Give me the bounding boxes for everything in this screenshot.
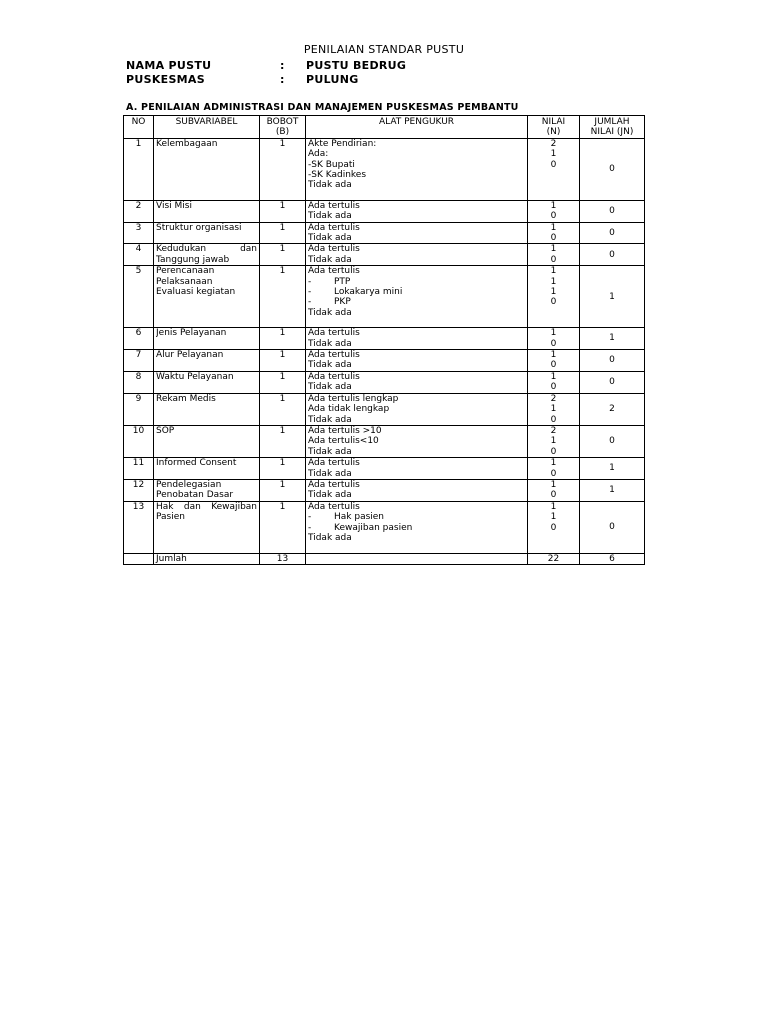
nilai-line: 0 (550, 414, 557, 425)
header-no: NO (124, 116, 154, 139)
alat-line (308, 139, 525, 149)
alat-line (308, 523, 525, 533)
alat-line (308, 339, 525, 349)
alat-line (308, 170, 525, 180)
nilai-line: 0 (550, 338, 557, 349)
row-no: 3 (124, 222, 154, 244)
row-nilai (528, 350, 580, 372)
row-bobot: 1 (260, 244, 306, 266)
header-nilai (528, 116, 580, 139)
alat-text: Kewajiban pasien (334, 522, 413, 533)
row-jumlah-nilai: 0 (580, 371, 645, 393)
total-label: Jumlah (154, 553, 260, 564)
alat-line (308, 328, 525, 338)
table-row (124, 425, 645, 457)
alat-line (308, 360, 525, 370)
alat-text: Tidak ada (308, 360, 352, 371)
row-no: 7 (124, 350, 154, 372)
alat-line (308, 223, 525, 233)
row-jumlah-nilai: 1 (580, 328, 645, 350)
subvariabel-line: Evaluasi kegiatan (156, 287, 236, 298)
row-alat-pengukur (306, 328, 528, 350)
row-bobot: 1 (260, 138, 306, 200)
alat-text: Ada: (308, 149, 329, 160)
subvariabel-line: Jenis Pelayanan (156, 328, 227, 339)
header-bobot-line: (B) (275, 127, 290, 138)
alat-text: Akte Pendirian: (308, 138, 377, 149)
total-alat-cell (306, 553, 528, 564)
alat-text: Hak pasien (334, 512, 385, 523)
row-nilai (528, 222, 580, 244)
alat-text: Ada tertulis (308, 222, 360, 233)
row-jumlah-nilai: 0 (580, 501, 645, 553)
subvariabel-line: SOP (156, 425, 175, 436)
row-subvariabel (154, 479, 260, 501)
row-bobot: 1 (260, 200, 306, 222)
table-row (124, 138, 645, 200)
subvariabel-line: Pasien (156, 512, 185, 523)
alat-text: -SK Kadinkes (308, 170, 367, 181)
alat-text: Ada tertulis (308, 244, 360, 255)
row-no: 13 (124, 501, 154, 553)
row-nilai (528, 479, 580, 501)
row-bobot: 1 (260, 479, 306, 501)
row-subvariabel (154, 266, 260, 328)
total-bobot: 13 (260, 553, 306, 564)
table-row (124, 328, 645, 350)
bullet-dash: - (308, 276, 312, 287)
subvariabel-line: Informed Consent (156, 458, 237, 469)
alat-line (308, 160, 525, 170)
subvariabel-line: Penobatan Dasar (156, 490, 234, 501)
row-no: 9 (124, 393, 154, 425)
header-alat-pengukur: ALAT PENGUKUR (306, 116, 528, 139)
table-row (124, 458, 645, 480)
row-subvariabel (154, 393, 260, 425)
row-jumlah-nilai: 0 (580, 200, 645, 222)
alat-text: Ada tertulis (308, 350, 360, 361)
table-row (124, 266, 645, 328)
info-label: PUSKESMAS (126, 73, 205, 86)
alat-line (308, 266, 525, 276)
header-bobot-line: BOBOT (266, 117, 299, 127)
nilai-line: 0 (550, 233, 557, 244)
alat-text: Ada tertulis lengkap (308, 393, 399, 404)
alat-line (308, 502, 525, 512)
alat-text: Tidak ada (308, 211, 352, 222)
row-nilai (528, 266, 580, 328)
nilai-line: 0 (550, 490, 557, 501)
row-nilai (528, 393, 580, 425)
row-bobot: 1 (260, 222, 306, 244)
row-alat-pengukur (306, 458, 528, 480)
alat-line (308, 350, 525, 360)
nilai-line: 2 (550, 425, 557, 436)
subvariabel-line: Tanggung jawab (156, 254, 230, 265)
subvariabel-line: Pendelegasian (156, 479, 222, 490)
alat-text: Ada tidak lengkap (308, 404, 390, 415)
row-subvariabel (154, 501, 260, 553)
nilai-line: 1 (550, 512, 557, 523)
row-nilai (528, 425, 580, 457)
alat-text: Tidak ada (308, 180, 352, 191)
nilai-line: 2 (550, 138, 557, 149)
row-no: 6 (124, 328, 154, 350)
row-alat-pengukur (306, 138, 528, 200)
bullet-dash: - (308, 287, 312, 298)
table-row (124, 244, 645, 266)
header-nilai-line: NILAI (541, 117, 566, 127)
row-jumlah-nilai: 1 (580, 266, 645, 328)
nilai-line: 1 (550, 244, 557, 255)
table-row (124, 501, 645, 553)
alat-text: Tidak ada (308, 338, 352, 349)
row-subvariabel (154, 458, 260, 480)
alat-line (308, 201, 525, 211)
bullet-dash: - (308, 512, 312, 523)
nilai-line: 1 (550, 266, 557, 277)
alat-line (308, 533, 525, 543)
row-bobot: 1 (260, 501, 306, 553)
alat-text: Ada tertulis (308, 328, 360, 339)
alat-line (308, 372, 525, 382)
row-nilai (528, 244, 580, 266)
row-jumlah-nilai: 1 (580, 458, 645, 480)
table-row (124, 371, 645, 393)
row-no: 10 (124, 425, 154, 457)
row-jumlah-nilai: 0 (580, 350, 645, 372)
row-jumlah-nilai: 2 (580, 393, 645, 425)
subvariabel-line: Waktu Pelayanan (156, 371, 234, 382)
subvariabel-line: Kedudukan dan (156, 244, 257, 255)
nilai-line: 0 (550, 382, 557, 393)
alat-text: PTP (334, 276, 351, 287)
table-row (124, 393, 645, 425)
nilai-line: 0 (550, 468, 557, 479)
row-nilai (528, 138, 580, 200)
nilai-line: 1 (550, 350, 557, 361)
alat-line (308, 447, 525, 457)
subvariabel-line: Perencanaan (156, 266, 215, 277)
row-alat-pengukur (306, 371, 528, 393)
alat-text: -SK Bupati (308, 159, 355, 170)
table-body (124, 138, 645, 553)
alat-line (308, 211, 525, 221)
subvariabel-line: Struktur organisasi (156, 222, 242, 233)
row-bobot: 1 (260, 350, 306, 372)
alat-text: Ada tertulis (308, 501, 360, 512)
row-subvariabel (154, 328, 260, 350)
row-no: 12 (124, 479, 154, 501)
row-subvariabel (154, 200, 260, 222)
alat-text: PKP (334, 297, 351, 308)
nilai-line: 1 (550, 436, 557, 447)
table-row (124, 479, 645, 501)
row-no: 5 (124, 266, 154, 328)
nilai-line: 0 (550, 159, 557, 170)
nilai-line: 0 (550, 254, 557, 265)
nilai-line: 1 (550, 371, 557, 382)
alat-text: Ada tertulis >10 (308, 425, 382, 436)
alat-line (308, 426, 525, 436)
alat-text: Ada tertulis (308, 371, 360, 382)
subvariabel-line: Hak dan Kewajiban (156, 501, 257, 512)
row-no: 4 (124, 244, 154, 266)
info-label: NAMA PUSTU (126, 59, 212, 72)
nilai-line: 0 (550, 297, 557, 308)
alat-line (308, 308, 525, 318)
alat-line (308, 436, 525, 446)
alat-text: Ada tertulis (308, 266, 360, 277)
alat-text: Tidak ada (308, 254, 352, 265)
alat-line (308, 490, 525, 500)
row-bobot: 1 (260, 266, 306, 328)
alat-line (308, 469, 525, 479)
alat-line (308, 394, 525, 404)
nilai-line: 2 (550, 393, 557, 404)
row-alat-pengukur (306, 501, 528, 553)
alat-text: Tidak ada (308, 446, 352, 457)
bullet-dash: - (308, 522, 312, 533)
header-nilai-line: (N) (546, 127, 561, 138)
nilai-line: 1 (550, 276, 557, 287)
info-value: PUSTU BEDRUG (306, 59, 407, 72)
row-alat-pengukur (306, 350, 528, 372)
assessment-table (123, 115, 645, 565)
row-alat-pengukur (306, 222, 528, 244)
nilai-line: 1 (550, 479, 557, 490)
alat-text: Ada tertulis (308, 200, 360, 211)
nilai-line: 1 (550, 287, 557, 298)
alat-line (308, 458, 525, 468)
alat-text: Tidak ada (308, 468, 352, 479)
header-jumlah-line: JUMLAH (594, 117, 630, 127)
alat-text: Lokakarya mini (334, 287, 403, 298)
row-jumlah-nilai: 1 (580, 479, 645, 501)
alat-text: Tidak ada (308, 233, 352, 244)
alat-text: Tidak ada (308, 490, 352, 501)
row-alat-pengukur (306, 266, 528, 328)
row-no: 2 (124, 200, 154, 222)
nilai-line: 1 (550, 200, 557, 211)
info-separator: : (280, 59, 285, 72)
header-bobot (260, 116, 306, 139)
alat-line (308, 255, 525, 265)
row-jumlah-nilai: 0 (580, 222, 645, 244)
row-subvariabel (154, 222, 260, 244)
total-row (124, 553, 645, 564)
header-subvariabel: SUBVARIABEL (154, 116, 260, 139)
alat-line (308, 287, 525, 297)
alat-text: Ada tertulis (308, 479, 360, 490)
row-nilai (528, 371, 580, 393)
row-no: 1 (124, 138, 154, 200)
row-alat-pengukur (306, 393, 528, 425)
row-bobot: 1 (260, 371, 306, 393)
row-subvariabel (154, 350, 260, 372)
row-alat-pengukur (306, 244, 528, 266)
nilai-line: 0 (550, 360, 557, 371)
alat-text: Tidak ada (308, 414, 352, 425)
row-subvariabel (154, 138, 260, 200)
nilai-line: 0 (550, 211, 557, 222)
alat-line (308, 480, 525, 490)
nilai-line: 1 (550, 404, 557, 415)
row-bobot: 1 (260, 393, 306, 425)
nilai-line: 1 (550, 149, 557, 160)
row-bobot: 1 (260, 425, 306, 457)
alat-line (308, 415, 525, 425)
row-nilai (528, 458, 580, 480)
table-row (124, 222, 645, 244)
alat-text: Tidak ada (308, 307, 352, 318)
row-bobot: 1 (260, 458, 306, 480)
subvariabel-line: Kelembagaan (156, 138, 218, 149)
nilai-line: 0 (550, 522, 557, 533)
alat-line (308, 382, 525, 392)
table-row (124, 200, 645, 222)
subvariabel-line: Pelaksanaan (156, 276, 213, 287)
page-title: PENILAIAN STANDAR PUSTU (303, 43, 465, 56)
table-header-row (124, 116, 645, 139)
row-nilai (528, 328, 580, 350)
row-jumlah-nilai: 0 (580, 138, 645, 200)
alat-line (308, 149, 525, 159)
row-jumlah-nilai: 0 (580, 244, 645, 266)
alat-line (308, 297, 525, 307)
table-row (124, 350, 645, 372)
alat-line (308, 277, 525, 287)
subvariabel-line: Rekam Medis (156, 393, 216, 404)
nilai-line: 1 (550, 222, 557, 233)
bullet-dash: - (308, 297, 312, 308)
total-no-cell (124, 553, 154, 564)
subvariabel-line: Alur Pelayanan (156, 350, 224, 361)
nilai-line: 1 (550, 328, 557, 339)
alat-text: Ada tertulis (308, 458, 360, 469)
subvariabel-line: Visi Misi (156, 200, 192, 211)
row-alat-pengukur (306, 479, 528, 501)
alat-line (308, 233, 525, 243)
total-nilai: 22 (528, 553, 580, 564)
row-nilai (528, 200, 580, 222)
row-jumlah-nilai: 0 (580, 425, 645, 457)
header-jumlah-nilai (580, 116, 645, 139)
nilai-line: 1 (550, 458, 557, 469)
alat-line (308, 180, 525, 190)
info-value: PULUNG (306, 73, 359, 86)
row-alat-pengukur (306, 200, 528, 222)
header-jumlah-line: NILAI (JN) (590, 127, 634, 138)
alat-text: Ada tertulis<10 (308, 436, 379, 447)
row-alat-pengukur (306, 425, 528, 457)
total-jumlah-nilai: 6 (580, 553, 645, 564)
nilai-line: 0 (550, 446, 557, 457)
section-title: A. PENILAIAN ADMINISTRASI DAN MANAJEMEN PUSKESMAS PEMBANTU (126, 102, 519, 113)
row-nilai (528, 501, 580, 553)
row-no: 11 (124, 458, 154, 480)
alat-line (308, 244, 525, 254)
nilai-line: 1 (550, 501, 557, 512)
info-separator: : (280, 73, 285, 86)
row-bobot: 1 (260, 328, 306, 350)
alat-text: Tidak ada (308, 382, 352, 393)
row-no: 8 (124, 371, 154, 393)
row-subvariabel (154, 371, 260, 393)
row-subvariabel (154, 425, 260, 457)
row-subvariabel (154, 244, 260, 266)
alat-line (308, 512, 525, 522)
alat-line (308, 404, 525, 414)
alat-text: Tidak ada (308, 532, 352, 543)
